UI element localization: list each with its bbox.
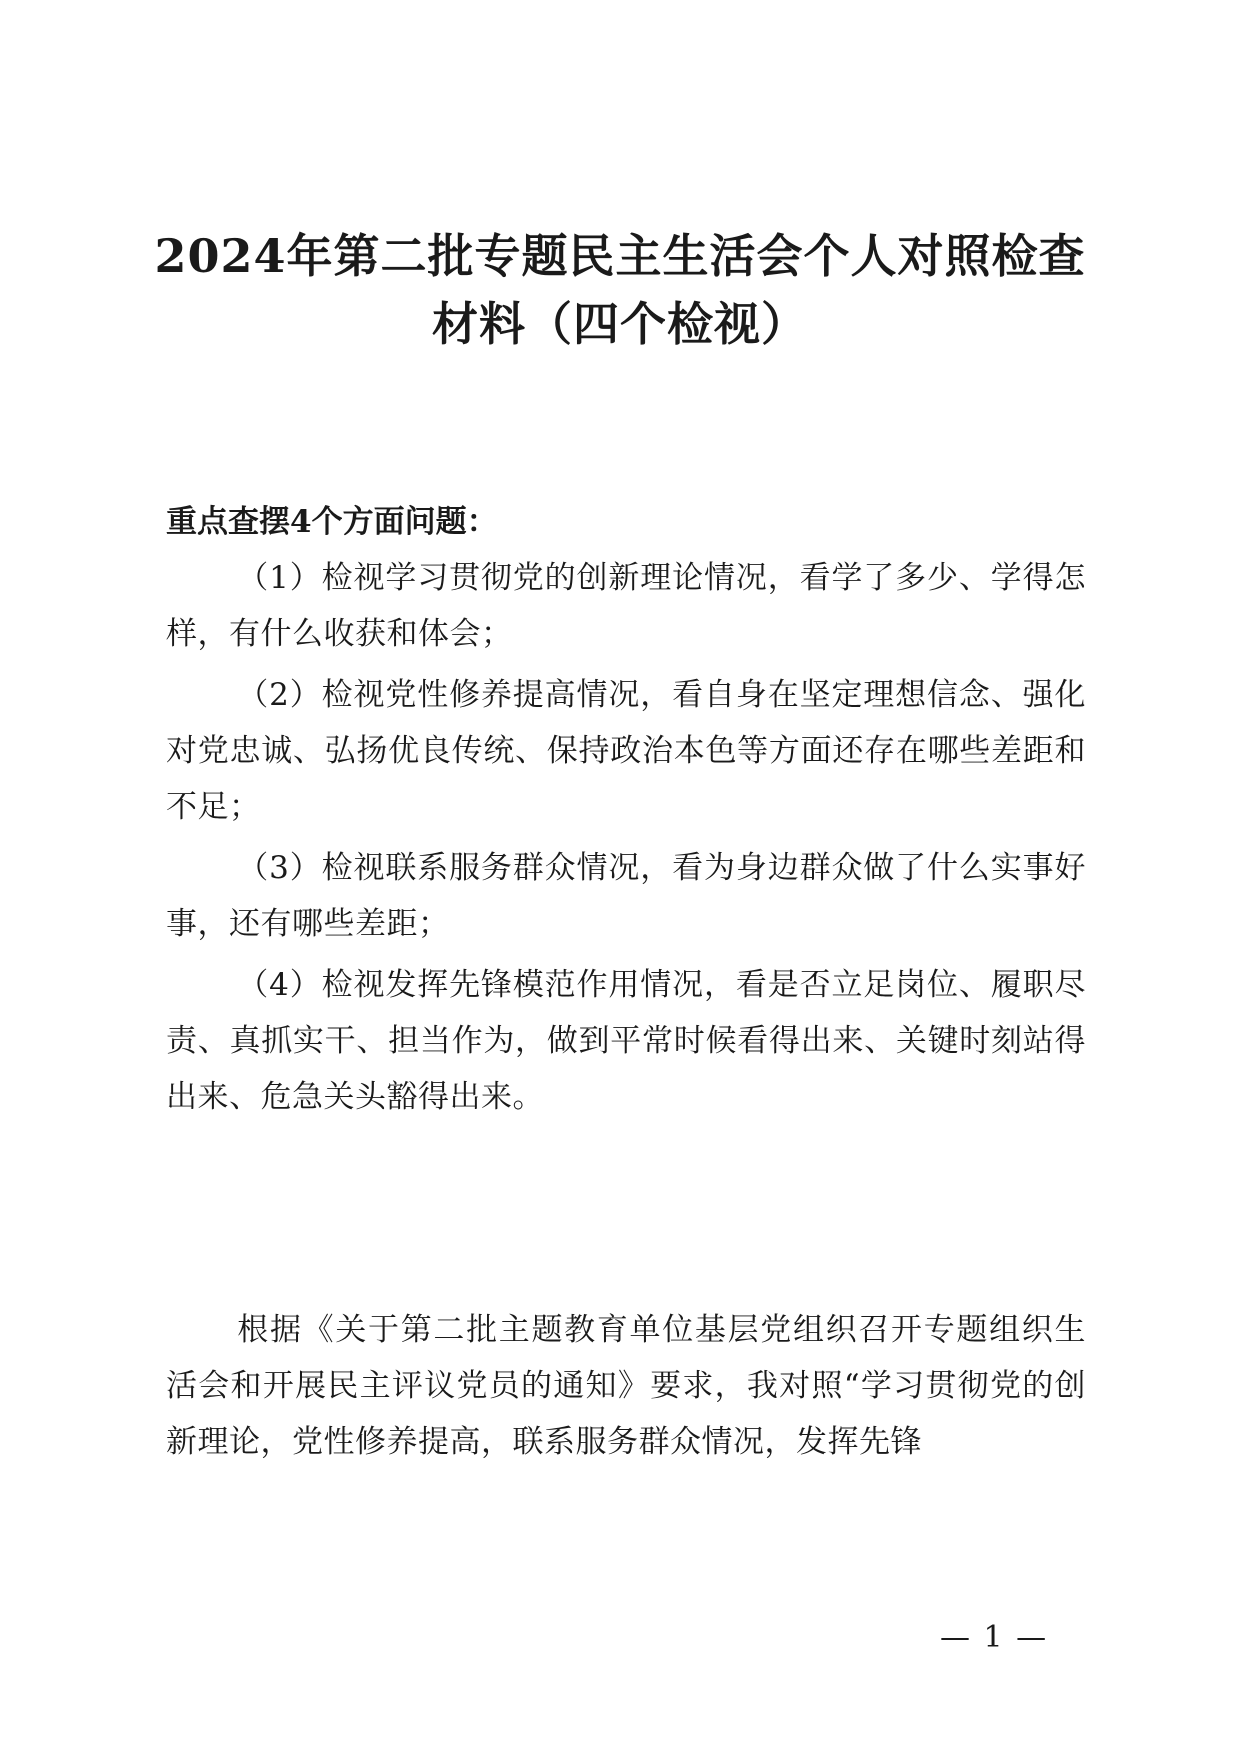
body-paragraph: 根据《关于第二批主题教育单位基层党组织召开专题组织生活会和开展民主评议党员的通知》要求，我对照“学习贯彻党的创新理论，党性修养提高，联系服务群众情况，发挥先锋 <box>166 1312 1086 1460</box>
list-item: （1）检视学习贯彻党的创新理论情况，看学了多少、学得怎样，有什么收获和体会； <box>166 560 1086 652</box>
document-title-line-1: 2024年第二批专题民主生活会个人对照检查 <box>154 229 1086 283</box>
section-heading: 重点查摆4个方面问题： <box>166 504 498 540</box>
page-number: — 1 — <box>940 1620 1049 1655</box>
list-item: （3）检视联系服务群众情况，看为身边群众做了什么实事好事，还有哪些差距； <box>166 850 1086 942</box>
list-item: （4）检视发挥先锋模范作用情况，看是否立足岗位、履职尽责、真抓实干、担当作为，做到平常时候看得出来、关键时刻站得出来、危急关头豁得出来。 <box>166 967 1086 1115</box>
list-item: （2）检视党性修养提高情况，看自身在坚定理想信念、强化对党忠诚、弘扬优良传统、保持政治本色等方面还存在哪些差距和不足； <box>166 677 1086 825</box>
document-title-line-2: 材料（四个检视） <box>432 297 808 351</box>
